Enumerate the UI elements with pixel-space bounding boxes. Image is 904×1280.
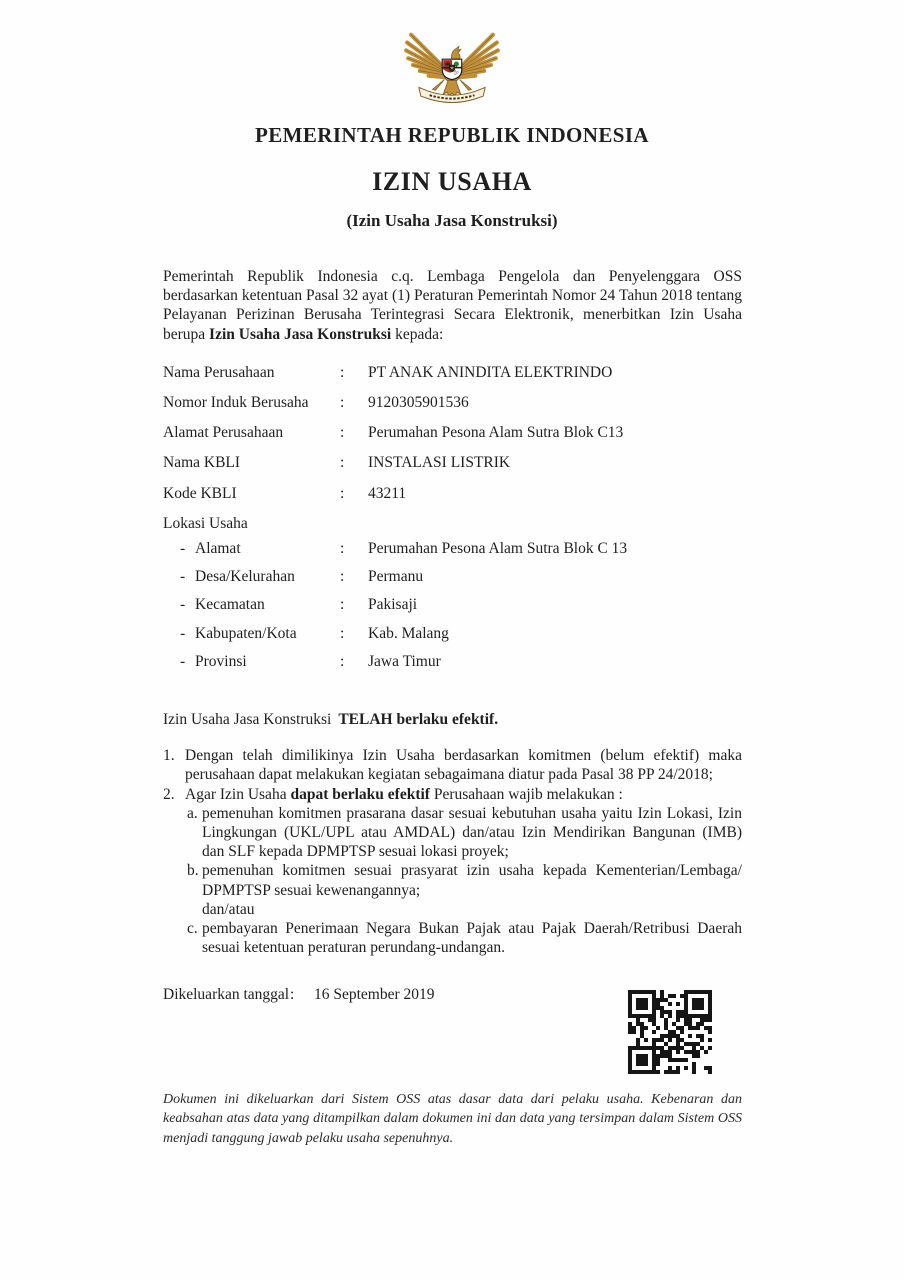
colon-separator: : <box>340 540 345 558</box>
detail-value: 9120305901536 <box>368 394 469 412</box>
conditions-list <box>163 746 742 957</box>
disclaimer-text: Dokumen ini dikeluarkan dari Sistem OSS atas dasar data dari pelaku usaha. Kebenaran dan keabsahan atas data yang ditampilkan dalam dokumen ini dan data yang tersimpan dalam Sistem OSS menjadi tanggung jawab pelaku usaha sepenuhnya. <box>163 1091 742 1146</box>
condition-subitem-c <box>187 919 742 957</box>
condition-text-before: Agar Izin Usaha <box>185 785 291 803</box>
emblem-container <box>0 0 904 108</box>
subitem-text: pemenuhan komitmen sesuai prasyarat izin usaha kepada Kementerian/Lembaga/ DPMPTSP sesuai kewenangannya; <box>202 862 742 899</box>
list-letter: c. <box>187 920 198 938</box>
company-details <box>163 363 742 671</box>
list-letter: b. <box>187 862 199 880</box>
location-label: Provinsi <box>195 652 247 670</box>
colon-separator: : <box>340 652 345 670</box>
condition-text <box>185 785 742 804</box>
condition-text: Dengan telah dimilikinya Izin Usaha berdasarkan komitmen (belum efektif) maka perusahaan dapat melakukan kegiatan sebagaimana diatur pada Pasal 38 PP 24/2018; <box>185 747 742 784</box>
detail-label: Nama Perusahaan <box>163 363 275 381</box>
condition-item-2 <box>163 785 742 804</box>
colon-separator: : <box>340 596 345 614</box>
colon-separator: : <box>340 454 345 472</box>
document-title: IZIN USAHA <box>372 167 532 196</box>
pancasila-shield <box>442 59 461 79</box>
document-body <box>0 267 904 1148</box>
colon-separator: : <box>340 363 345 381</box>
qr-code <box>628 990 712 1074</box>
location-row-village <box>163 567 742 586</box>
list-number: 2. <box>163 785 175 803</box>
location-label: Kabupaten/Kota <box>195 624 297 642</box>
detail-row-company-address <box>163 423 742 442</box>
document-subtitle: (Izin Usaha Jasa Konstruksi) <box>346 211 558 230</box>
condition-subitem-b <box>187 861 742 899</box>
detail-value: PT ANAK ANINDITA ELEKTRINDO <box>368 363 613 381</box>
location-value: Pakisaji <box>368 596 418 614</box>
intro-bold-phrase: Izin Usaha Jasa Konstruksi <box>209 325 392 343</box>
condition-text-after: Perusahaan wajib melakukan : <box>429 785 623 803</box>
location-label: Kecamatan <box>195 596 265 614</box>
colon-separator: : <box>340 424 345 442</box>
location-label: Alamat <box>195 540 241 558</box>
subitem-text: pembayaran Penerimaan Negara Bukan Pajak atau Pajak Daerah/Retribusi Daerah sesuai ketentuan peraturan perundang-undangan. <box>202 920 742 957</box>
intro-text-after: kepada: <box>391 325 444 343</box>
detail-value: INSTALASI LISTRIK <box>368 454 511 472</box>
intro-text-before: Pemerintah Republik Indonesia c.q. Lembaga Pengelola dan Penyelenggara OSS berdasarkan ketentuan Pasal 32 ayat (1) Peraturan Pemerintah Nomor 24 Tahun 2018 tentang Pelayanan Perizinan Berusaha Terintegrasi Secara Elektronik, menerbitkan Izin Usaha berupa <box>163 268 742 343</box>
dash-bullet: - <box>180 624 186 642</box>
issuance-date: 16 September 2019 <box>314 986 435 1004</box>
detail-value: 43211 <box>368 484 407 502</box>
list-letter: a. <box>187 804 198 822</box>
location-value: Jawa Timur <box>368 652 441 670</box>
colon-separator: : <box>340 568 345 586</box>
condition-bold-phrase: dapat berlaku efektif <box>290 785 430 803</box>
list-number: 1. <box>163 747 175 765</box>
location-row-address <box>163 539 742 558</box>
location-value: Perumahan Pesona Alam Sutra Blok C 13 <box>368 540 628 558</box>
colon-separator: : <box>290 986 295 1004</box>
colon-separator: : <box>340 624 345 642</box>
detail-label: Kode KBLI <box>163 484 237 502</box>
location-row-province <box>163 652 742 671</box>
subitem-text: pemenuhan komitmen prasarana dasar sesuai kebutuhan usaha yaitu Izin Lokasi, Izin Lingkungan (UKL/UPL atau AMDAL) dan/atau Izin Mendirikan Bangunan (IMB) dan SLF kepada DPMPTSP sesuai lokasi proyek; <box>202 804 742 861</box>
dash-bullet: - <box>180 568 186 586</box>
detail-label: Alamat Perusahaan <box>163 424 284 442</box>
status-text: Izin Usaha Jasa Konstruksi <box>163 711 332 729</box>
intro-paragraph <box>163 267 742 344</box>
condition-item-1 <box>163 746 742 784</box>
issuance-label: Dikeluarkan tanggal <box>163 986 290 1004</box>
detail-value: Perumahan Pesona Alam Sutra Blok C13 <box>368 424 624 442</box>
condition-subitem-a <box>187 804 742 862</box>
colon-separator: : <box>340 394 345 412</box>
status-bold: TELAH berlaku efektif. <box>338 711 499 729</box>
location-value: Kab. Malang <box>368 624 449 642</box>
location-row-district <box>163 595 742 614</box>
detail-row-kbli-code <box>163 484 742 503</box>
detail-row-kbli-name <box>163 453 742 472</box>
subitem-b-extra: dan/atau <box>202 900 255 918</box>
location-value: Permanu <box>368 568 424 586</box>
detail-label: Nomor Induk Berusaha <box>163 394 309 412</box>
detail-row-nib <box>163 393 742 412</box>
detail-label: Nama KBLI <box>163 454 241 472</box>
garuda-pancasila-emblem <box>402 27 502 103</box>
location-heading: Lokasi Usaha <box>163 514 248 532</box>
location-label: Desa/Kelurahan <box>195 568 295 586</box>
detail-row-company-name <box>163 363 742 382</box>
government-title: PEMERINTAH REPUBLIK INDONESIA <box>255 123 649 147</box>
dash-bullet: - <box>180 652 186 670</box>
location-row-regency <box>163 624 742 643</box>
colon-separator: : <box>340 484 345 502</box>
dash-bullet: - <box>180 596 186 614</box>
dash-bullet: - <box>180 540 186 558</box>
status-line <box>163 710 742 729</box>
